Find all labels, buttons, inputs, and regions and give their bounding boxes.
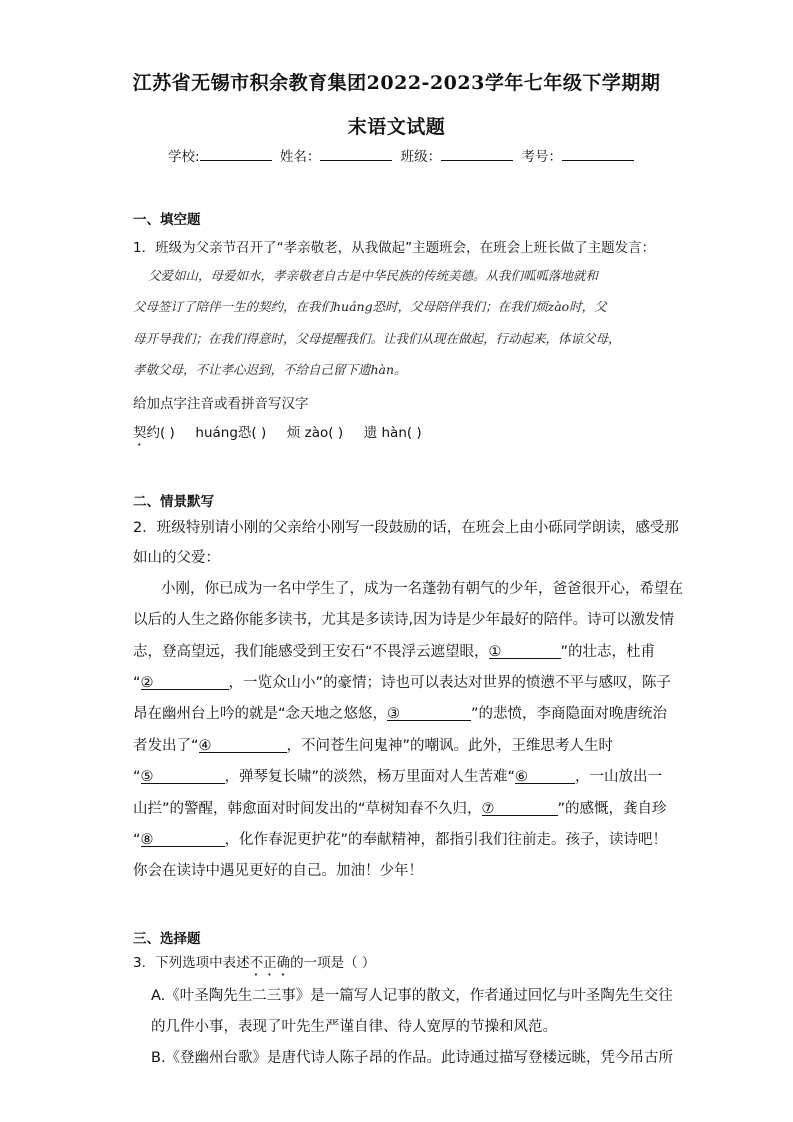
answer-blank-4[interactable]: 遗 hàn( )	[363, 425, 422, 441]
school-label: 学校:	[168, 149, 200, 165]
blank-5[interactable]	[141, 769, 225, 784]
school-blank[interactable]	[200, 146, 272, 161]
question-1-answer-row	[133, 421, 422, 449]
dotted-emphasis: 不正确	[249, 955, 291, 971]
letter-text: “	[133, 769, 141, 785]
blank-2[interactable]	[141, 675, 229, 690]
letter-text: ，化作春泥更护花”的奉献精神，都指引我们往前走。孩子，读诗吧！	[224, 832, 668, 848]
question-text: 的一项是（ ）	[290, 955, 376, 971]
name-blank[interactable]	[320, 146, 392, 161]
letter-text: 者发出了“	[133, 738, 199, 754]
exam-title-line1: 江苏省无锡市积余教育集团2022-2023学年七年级下学期期	[132, 72, 661, 94]
question-2-stem: 2．班级特别请小刚的父亲给小刚写一段鼓励的话，在班会上由小砾同学朗读，感受那	[133, 520, 679, 536]
letter-line: 你会在读诗中遇见更好的自己。加油！少年！	[133, 863, 423, 879]
answer-blank-3[interactable]: 烦 zào( )	[286, 425, 344, 441]
blank-1[interactable]	[489, 644, 561, 659]
letter-text: “	[133, 832, 141, 848]
blank-6[interactable]	[515, 769, 575, 784]
letter-line	[133, 671, 671, 692]
letter-line	[133, 765, 662, 786]
passage-line: 孝敬父母，不让孝心迟到，不给自己留下遗hàn。	[133, 362, 407, 377]
letter-text: ”的悲愤，李商隐面对晚唐统治	[471, 706, 668, 722]
name-label: 姓名：	[279, 149, 321, 165]
blank-marker: ⑥	[515, 769, 529, 785]
class-blank[interactable]	[441, 146, 513, 161]
blank-3[interactable]	[387, 706, 471, 721]
blank-marker: ①	[488, 644, 502, 660]
blank-8[interactable]	[141, 832, 225, 847]
letter-text: ”的壮志，杜甫	[560, 644, 656, 660]
question-text: 3．下列选项中表述	[133, 955, 250, 971]
section-heading-multiple-choice: 三、选择题	[133, 931, 201, 947]
exam-number-blank[interactable]	[562, 146, 634, 161]
answer-blank-2[interactable]: huáng恐( )	[195, 425, 267, 441]
blank-4[interactable]	[199, 738, 287, 753]
letter-text: 志，登高望远，我们能感受到王安石“不畏浮云遮望眼，	[133, 644, 489, 660]
letter-line: 以后的人生之路你能多读书，尤其是多读诗,因为诗是少年最好的陪伴。诗可以激发情	[133, 612, 675, 628]
answer-blank-1[interactable]: 约( )	[146, 425, 175, 441]
blank-marker: ⑦	[481, 801, 495, 817]
question-3-stem	[133, 951, 375, 979]
blank-marker: ④	[198, 738, 212, 754]
blank-marker: ⑤	[140, 769, 154, 785]
dotted-character: 契	[133, 425, 147, 441]
letter-line	[133, 797, 667, 818]
question-1-stem: 1．班级为父亲节召开了“孝亲敬老，从我做起”主题班会，在班会上班长做了主题发言：	[133, 240, 656, 256]
section-heading-recitation: 二、情景默写	[133, 494, 214, 510]
blank-marker: ③	[387, 706, 401, 722]
letter-text: ，一山放出一	[575, 769, 663, 785]
blank-marker: ②	[140, 675, 154, 691]
blank-7[interactable]	[482, 801, 558, 816]
letter-text: 山拦”的警醒，韩愈面对时间发出的“草树知春不久归，	[133, 801, 482, 817]
letter-text: 昂在幽州台上吟的就是“念天地之悠悠，	[133, 706, 388, 722]
letter-line: 小刚，你已成为一名中学生了，成为一名蓬勃有朝气的少年，爸爸很开心，希望在	[161, 581, 683, 597]
exam-number-label: 考号：	[521, 149, 562, 165]
passage-line: 父母签订了陪伴一生的契约，在我们huáng恐时，父母陪伴我们；在我们烦zào时，父	[133, 299, 607, 314]
option-a[interactable]: A.《叶圣陶先生二三事》是一篇写人记事的散文，作者通过回忆与叶圣陶先生交往	[151, 988, 673, 1004]
question-1-instruction: 给加点字注音或看拼音写汉字	[133, 396, 309, 412]
letter-text: “	[133, 675, 141, 691]
section-heading-fill-in: 一、填空题	[133, 212, 201, 228]
blank-marker: ⑧	[140, 832, 154, 848]
question-2-stem: 如山的父爱：	[133, 550, 220, 566]
passage-line: 母开导我们；在我们得意时，父母提醒我们。让我们从现在做起，行动起来，体谅父母，	[133, 331, 621, 346]
option-b[interactable]: B.《登幽州台歌》是唐代诗人陈子昂的作品。此诗通过描写登楼远眺，凭今吊古所	[151, 1050, 674, 1066]
passage-line: 父爱如山，母爱如水，孝亲敬老自古是中华民族的传统美德。从我们呱呱落地就和	[148, 268, 599, 283]
student-info-row	[168, 145, 638, 165]
letter-line	[133, 702, 667, 723]
letter-line	[133, 734, 613, 755]
letter-text: ”的感慨，龚自珍	[557, 801, 667, 817]
letter-text: ，一览众山小”的豪情；诗也可以表达对世界的愤懑不平与感叹，陈子	[228, 675, 672, 691]
letter-text: ，弹琴复长啸”的淡然，杨万里面对人生苦难“	[224, 769, 516, 785]
letter-line	[133, 640, 655, 661]
letter-text: ，不问苍生问鬼神”的嘲讽。此外，王维思考人生时	[286, 738, 614, 754]
letter-line	[133, 828, 667, 849]
option-a-continued: 的几件小事，表现了叶先生严谨自律、待人宽厚的节操和风范。	[151, 1019, 557, 1035]
class-label: 班级：	[400, 149, 442, 165]
exam-title-line2: 末语文试题	[347, 116, 446, 138]
